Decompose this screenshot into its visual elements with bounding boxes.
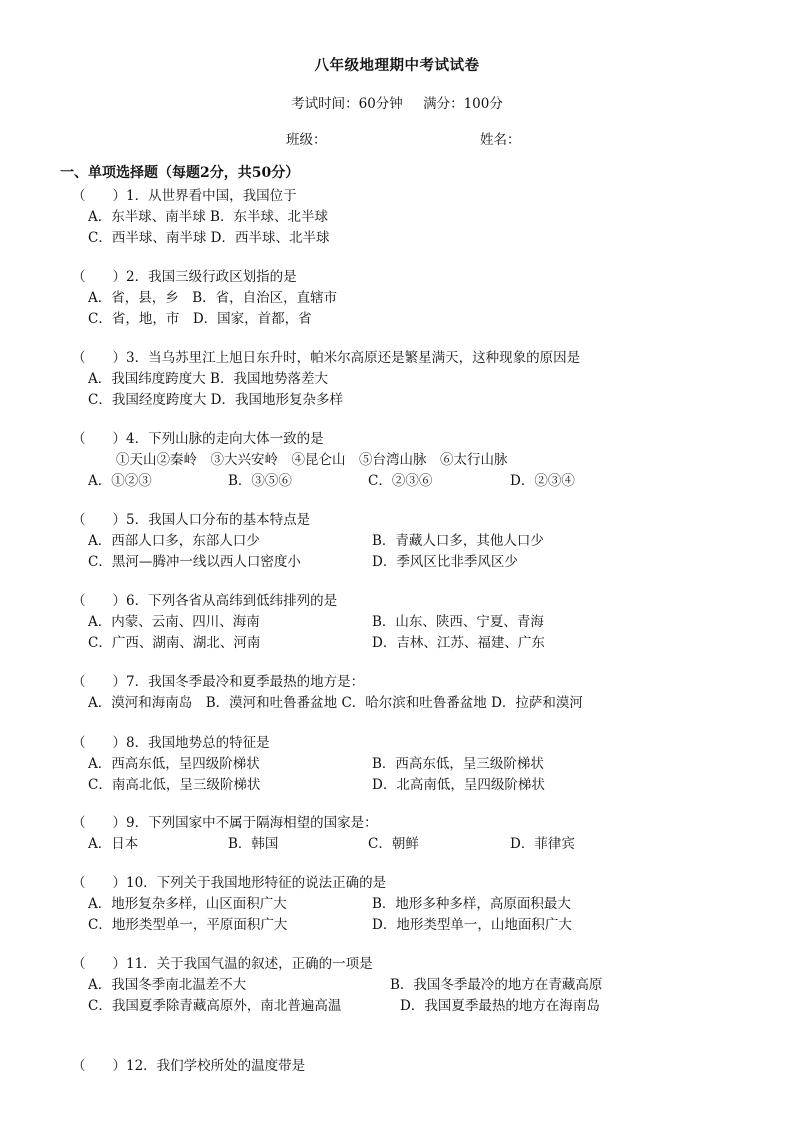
question-2-stem: （ ）2．我国三级行政区划指的是 — [72, 269, 297, 285]
question-11-option-a: A．我国冬季南北温差不大 — [88, 977, 247, 993]
question-11-option-b: B．我国冬季最冷的地方在青藏高原 — [390, 977, 603, 993]
name-label: 姓名： — [480, 132, 521, 148]
question-5-option-b: B．青藏人口多，其他人口少 — [372, 533, 544, 549]
exam-time: 考试时间：60分钟 — [291, 96, 403, 112]
class-label: 班级： — [286, 132, 327, 148]
question-8-option-b: B．西高东低，呈三级阶梯状 — [372, 756, 544, 772]
question-3-options-row1: A．我国纬度跨度大 B．我国地势落差大 — [88, 371, 328, 387]
question-3-stem: （ ）3．当乌苏里江上旭日东升时，帕米尔高原还是繁星满天，这种现象的原因是 — [72, 350, 581, 366]
question-4-items: ①天山②秦岭 ③大兴安岭 ④昆仑山 ⑤台湾山脉 ⑥太行山脉 — [116, 452, 508, 468]
question-6-option-c: C．广西、湖南、湖北、河南 — [88, 635, 261, 651]
question-4-stem: （ ）4．下列山脉的走向大体一致的是 — [72, 431, 324, 447]
question-1-options-row2: C．西半球、南半球 D．西半球、北半球 — [88, 230, 330, 246]
question-10-option-d: D．地形类型单一，山地面积广大 — [372, 917, 572, 933]
question-5-option-a: A．西部人口多，东部人口少 — [88, 533, 260, 549]
question-8-option-a: A．西高东低，呈四级阶梯状 — [88, 756, 260, 772]
exam-meta — [0, 92, 794, 112]
question-10-option-b: B．地形多种多样，高原面积最大 — [372, 896, 571, 912]
question-11-stem: （ ）11．关于我国气温的叙述，正确的一项是 — [72, 956, 373, 972]
question-12-stem: （ ）12．我们学校所处的温度带是 — [72, 1058, 306, 1074]
question-3-options-row2: C．我国经度跨度大 D．我国地形复杂多样 — [88, 392, 343, 408]
question-11-option-c: C．我国夏季除青藏高原外，南北普遍高温 — [88, 998, 342, 1014]
question-5-option-d: D．季风区比非季风区少 — [372, 554, 518, 570]
question-10-option-c: C．地形类型单一，平原面积广大 — [88, 917, 288, 933]
question-9-option-a: A．日本 — [88, 836, 139, 852]
question-1-options-row1: A．东半球、南半球 B．东半球、北半球 — [88, 209, 328, 225]
question-6-stem: （ ）6．下列各省从高纬到低纬排列的是 — [72, 593, 338, 609]
question-4-option-a: A．①②③ — [88, 473, 152, 489]
question-4-option-b: B．③⑤⑥ — [228, 473, 292, 489]
question-10-stem: （ ）10．下列关于我国地形特征的说法正确的是 — [72, 875, 387, 891]
question-9-stem: （ ）9．下列国家中不属于隔海相望的国家是： — [72, 815, 378, 831]
question-8-option-c: C．南高北低，呈三级阶梯状 — [88, 777, 261, 793]
question-4-option-d: D．②③④ — [510, 473, 575, 489]
question-11-option-d: D．我国夏季最热的地方在海南岛 — [400, 998, 600, 1014]
question-8-option-d: D．北高南低，呈四级阶梯状 — [372, 777, 545, 793]
page-title: 八年级地理期中考试试卷 — [314, 57, 480, 74]
question-7-stem: （ ）7．我国冬季最冷和夏季最热的地方是： — [72, 674, 365, 690]
full-score: 满分：100分 — [423, 96, 503, 112]
question-2-options-row1: A．省，县，乡 B．省，自治区，直辖市 — [88, 290, 338, 306]
question-9-option-d: D．菲律宾 — [510, 836, 575, 852]
question-7-options: A．漠河和海南岛 B．漠河和吐鲁番盆地 C．哈尔滨和吐鲁番盆地 D．拉萨和漠河 — [88, 695, 583, 711]
question-5-option-c: C．黑河—腾冲一线以西人口密度小 — [88, 554, 301, 570]
question-6-option-d: D．吉林、江苏、福建、广东 — [372, 635, 545, 651]
question-10-option-a: A．地形复杂多样，山区面积广大 — [88, 896, 287, 912]
question-8-stem: （ ）8．我国地势总的特征是 — [72, 735, 270, 751]
question-9-option-b: B．韩国 — [228, 836, 279, 852]
question-2-options-row2: C．省，地，市 D．国家，首都，省 — [88, 311, 312, 327]
section-heading: 一、单项选择题（每题2分，共50分） — [60, 165, 300, 181]
question-4-option-c: C．②③⑥ — [368, 473, 433, 489]
question-5-stem: （ ）5．我国人口分布的基本特点是 — [72, 512, 311, 528]
question-6-option-a: A．内蒙、云南、四川、海南 — [88, 614, 260, 630]
question-1-stem: （ ）1．从世界看中国，我国位于 — [72, 188, 297, 204]
question-6-option-b: B．山东、陕西、宁夏、青海 — [372, 614, 544, 630]
question-9-option-c: C．朝鲜 — [368, 836, 419, 852]
